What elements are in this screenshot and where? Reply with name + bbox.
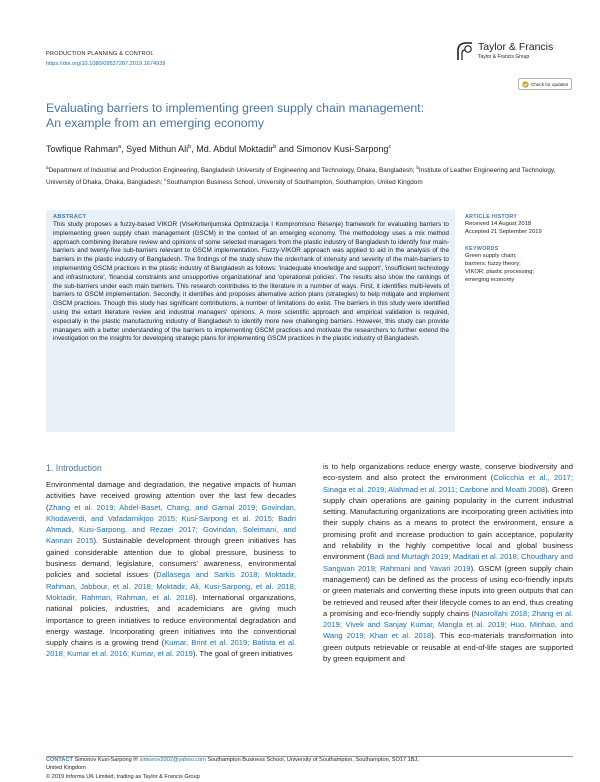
affil-mark-b: b [416, 165, 419, 170]
author-affil-mark: a [118, 144, 122, 150]
publisher-name: Taylor & Francis [478, 41, 554, 53]
author-name[interactable]: Md. Abdul Moktadir [196, 144, 274, 154]
affiliation-b: Institute of Leather Engineering and Technology, University of Dhaka, Dhaka, Bangladesh; [46, 167, 556, 187]
affil-mark-c: c [164, 177, 167, 183]
contact-name: Simonov Kusi-Sarpong [74, 757, 132, 763]
body-column-left [46, 479, 296, 660]
body-text: ). GSCM (green supply chain management) can be defined as the process of using eco-friendly inputs or green materials and converting these inputs into green outputs that can be retrieved and reused after their lifecycle comes to an end, thus creating a promising and eco-friendly supply chains ( [323, 563, 573, 618]
affiliation-a: Department of Industrial and Production Engineering, Bangladesh University of Engineering and Technology, Dhaka, Bangladesh; [48, 167, 415, 175]
abstract-text: This study proposes a fuzzy-based VIKOR (VIseKriterijumska Optimizacija I Kompromisno Resenje) framework for evaluating barriers to implementing green supply chain management (GSCM) in the context of an emerging economy. The methodology uses a mix method approach combining literature review and opinions of some selected managers from the plastic industry of Bangladesh to identify four main-barriers and twenty-five sub-barriers relevant to GSCM implementation. Fuzzy-VIKOR approach was applied to aid in the analysis of the barriers in the plastic industry of Bangladesh. The findings of the study show the order/rank of intensity and severity of the main-barriers to implementing GSCM practices in the plastic industry of Bangladesh as follows: 'inadequate knowledge and support', 'insufficient technology and infrastructure', 'financial constraints and unsupportive organizational' and 'operational policies'. The results also show the rankings of the sub-barriers under each main barriers. This research contributes to the literature in a number of ways. First, it identifies multi-levels of barriers to GSCM implementation. Secondly, it identifies and proposes alternative action plans (strategies) to help mitigate and implement GSCM practices. Though this study has significant contributions, a number of limitations do exist. The barriers in this study were identified using the extant literature review and industrial managers' opinions. A more scientific approach and empirical validation is required, especially in the plastic manufacturing industry of Bangladesh to identify more new challenging barriers. However, this study can provide managers with a better understanding of the barriers to implementing GSCM practices and motivate the researchers to further extend the investigation on the insights for developing strategic plans for implementing GSCM practices in the plastic industry of Bangladesh. [53, 221, 449, 343]
author-list: Towfique Rahman$^a$, Syed Mithun Ali$^b$, Md. Abdul Moktadir$^b$ and Simonov Kusi-Sarpong$^c$ [46, 144, 392, 154]
author-name[interactable]: Simonov Kusi-Sarpong [296, 144, 389, 154]
publisher-logo-icon [455, 40, 475, 62]
keywords-heading: KEYWORDS [465, 246, 499, 252]
section-heading: 1. Introduction [46, 463, 102, 473]
citation-link[interactable]: Colicchia et al., 2017; Sinaga et al. 2019; Alahmad et al. 2011; Carbone and Moatti 2008 [323, 473, 574, 494]
keyword-item: VIKOR; plastic processing; [465, 269, 534, 275]
article-meta [465, 214, 575, 284]
publisher-group: Taylor & Francis Group [478, 54, 530, 60]
copyright: © 2019 Informa UK Limited, trading as Taylor & Francis Group [46, 774, 200, 780]
author-affil-mark: b [188, 144, 192, 150]
contact-email-link[interactable]: simonov2002@yahoo.com [139, 757, 206, 763]
contact-line [46, 757, 419, 763]
keyword-item: barriers; fuzzy theory; [465, 261, 521, 267]
title-line-1: Evaluating barriers to implementing green supply chain management: [46, 101, 424, 115]
affiliation-c: Southampton Business School, University of Southampton, Southampton, United Kingdom [166, 179, 423, 187]
email-icon: ✉ [133, 757, 138, 763]
body-text: ). International organizations, national policies, industries, and academicians are giving much importance to green initiatives to reduce environmental degradation and energy wastage. Incorporating green initiatives into the conventional supply chains is a growing trend ( [46, 592, 296, 648]
keyword-item: Green supply chain; [465, 253, 517, 259]
citation-link[interactable]: Kumar, Brint et al. 2019; Batista et al. 2018; Kumar et al. 2016; Kumar, et al. 2019 [46, 638, 296, 659]
accepted-date: Accepted 21 September 2019 [465, 229, 542, 235]
citation-link[interactable]: Dallasega and Sarkis 2018; Moktadir, Rahman, Jabbour, et al. 2018; Moktadir, Ali, Kusi-Sarpong, et al. 2018; Moktadir, Rahman, Rahman, et al. 2018 [46, 570, 296, 602]
body-text: ). Green supply chain operations are gaining popularity in the current industrial setting. Manufacturing organizations are incorporating green activities into their supply chains as a means to protect the environment, ensure a promising profit and increase production to gain acceptance, popularity and reliability in the highly competitive local and global business environment ( [323, 484, 573, 562]
body-text: Environmental damage and degradation, the negative impacts of human activities have received growing attention over the last few decades ( [46, 480, 296, 512]
body-text: ). Sustainable development through green initiatives has gained considerable attention due to global pressure, business to business demand, legislature, consumers' awareness, environmental policies and societal issues ( [46, 536, 297, 580]
check-for-updates-label: Check for updates [531, 81, 569, 87]
contact-address: Southampton Business School, University of Southampton, Southampton, SO17 1BJ, [207, 757, 419, 763]
affil-mark-a: a [46, 165, 49, 170]
abstract-heading: ABSTRACT [53, 214, 87, 220]
body-text: is to help organizations reduce energy waste, conserve biodiversity and eco-system and also protect the environment ( [323, 462, 573, 483]
check-for-updates-button[interactable] [518, 78, 572, 90]
author-name[interactable]: Towfique Rahman [46, 144, 119, 154]
journal-name: PRODUCTION PLANNING & CONTROL [46, 51, 154, 57]
paper-title [46, 101, 526, 131]
keyword-item: emerging economy [465, 277, 515, 283]
contact-label: CONTACT [46, 757, 73, 763]
body-text: ). This eco-materials transformation into green outputs retrievable or reusable at end-of-life stages are supported by green equipment and [323, 631, 573, 664]
citation-link[interactable]: Nasrollahi 2018; Zhang et al. 2019; Vivek and Sanjay Kumar, Mangla et al. 2019; Huo, Minhao, and Wang 2019; Khan et al. 2018 [323, 608, 574, 641]
update-check-icon [522, 81, 529, 88]
author-affil-mark: b [273, 144, 277, 150]
author-affil-mark: c [388, 144, 392, 150]
affiliations [46, 164, 556, 188]
received-date: Received 14 August 2018 [465, 221, 532, 227]
citation-link[interactable]: Badi and Murtagh 2019; Maditati et al. 2018; Choudhary and Sangwan 2019; Rahmani and Yavari 2019 [323, 552, 573, 573]
contact-address-line2: United Kingdom [46, 765, 86, 771]
body-text: ). The goal of green initiatives [192, 649, 293, 659]
doi-link[interactable]: https://doi.org/10.1080/09537287.2019.1674939 [46, 61, 166, 67]
body-column-right [323, 461, 573, 664]
title-line-2: An example from an emerging economy [46, 116, 265, 130]
author-name[interactable]: Syed Mithun Ali [126, 144, 189, 154]
article-history-heading: ARTICLE HISTORY [465, 214, 518, 220]
citation-link[interactable]: Zhang et al. 2019; Abdel-Baset, Chang, and Gamal 2019; Govindan, Khodaverdi, and Vafadarnikjoo 2015; Kusi-Sarpong et al. 2015; Badri Ahmadi, Kusi-Sarpong, and Rezaei 2017; Govindan, Soleimani, and Kannan 2015 [46, 502, 296, 546]
